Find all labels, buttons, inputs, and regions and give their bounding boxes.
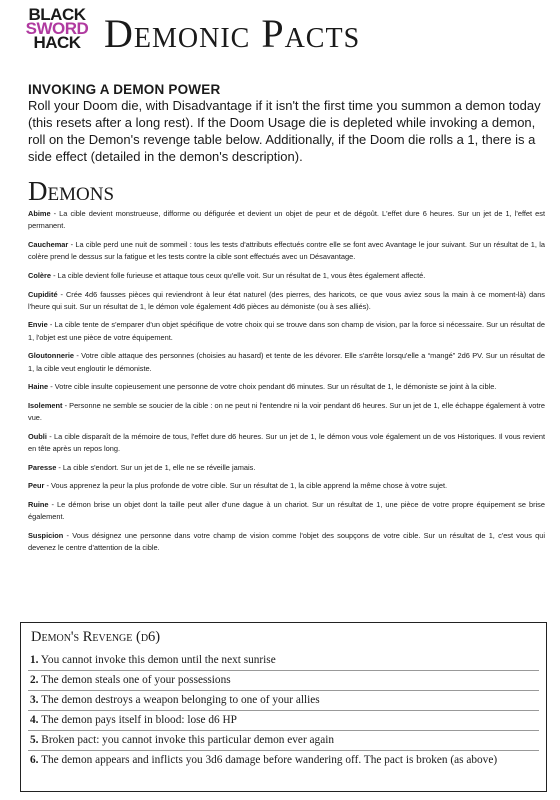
demon-name: Cupidité [28, 289, 58, 299]
revenge-row [28, 751, 539, 770]
demon-name: Haine [28, 382, 49, 392]
revenge-row-number: 6. [30, 754, 39, 766]
demon-name: Cauchemar [28, 239, 69, 249]
revenge-row-text: Broken pact: you cannot invoke this particular demon ever again [38, 734, 334, 746]
demon-list [28, 208, 545, 561]
revenge-table-title: Demon's Revenge (d6) [31, 629, 161, 645]
demon-entry [28, 270, 545, 282]
demon-entry [28, 381, 545, 393]
demon-description: - Votre cible attaque des personnes (choisies au hasard) et tente de les dévorer. Elle s'arrête lorsqu'elle a “mangé” 2d6 PV. Sur un résultat de 1, la cible veut engloutir le démoniste. [28, 351, 545, 373]
demon-name: Abime [28, 209, 51, 218]
demon-description: - Crée 4d6 fausses pièces qui reviendront à leur état naturel (des pierres, des haricots, ce que vous aviez sous la main à ce moment-là) dans l'heure qui suit. Sur un résultat de 1, le démon vole également 4d6 pièces au démoniste (ou à ses alliés). [28, 289, 545, 311]
demon-name: Suspicion [28, 531, 64, 541]
demon-entry [28, 400, 545, 424]
demon-description: - Votre cible insulte copieusement une personne de votre choix pendant d6 minutes. Sur un résultat de 1, le démoniste se joint à la cible. [48, 382, 497, 392]
demon-description: - La cible disparaît de la mémoire de tous, l'effet dure d6 heures. Sur un jet de 1, le démon vous vole également un de vos Historiques. Il vous revient en tête après un repos long. [28, 431, 545, 454]
revenge-row-text: The demon destroys a weapon belonging to one of your allies [38, 694, 320, 706]
demon-description: - Vous apprenez la peur la plus profonde de votre cible. Sur un résultat de 1, la cible apprend la même chose à votre sujet. [44, 481, 448, 491]
demon-name: Peur [28, 481, 45, 491]
revenge-row-number: 2. [30, 674, 39, 686]
demon-name: Envie [28, 320, 48, 330]
revenge-row [28, 691, 539, 711]
demons-heading: Demons [28, 176, 115, 206]
demon-entry [28, 208, 545, 232]
demon-name: Ruine [28, 500, 49, 510]
demon-name: Gloutonnerie [28, 351, 74, 361]
invoking-text: Roll your Doom die, with Disadvantage if it isn't the first time you summon a demon today (this resets after a long rest). If the Doom Usage die is depleted while invoking a demon, roll on the Demon's revenge table below. Additionally, if the Doom die rolls a 1, there is a side effect (detailed in the demon's description). [28, 98, 541, 164]
revenge-row [28, 711, 539, 731]
demon-entry [28, 239, 545, 263]
demon-description: - Personne ne semble se soucier de la cible : on ne peut ni l'entendre ni la voir pendant d6 heures. Sur un jet de 1, elle échappe également à votre vue. [28, 400, 545, 423]
game-logo [16, 5, 98, 52]
demons-revenge-table [20, 622, 547, 792]
demon-entry [28, 530, 545, 554]
revenge-row-number: 1. [30, 654, 39, 666]
revenge-row-text: You cannot invoke this demon until the next sunrise [38, 654, 276, 666]
invoking-heading: INVOKING A DEMON POWER [28, 82, 221, 97]
demon-description: - Vous désignez une personne dans votre champ de vision comme l'objet des soupçons de votre cible. Sur un résultat de 1, c'est vous qui devenez le centre d'attention de la cible. [28, 531, 545, 553]
demon-entry [28, 480, 545, 492]
demon-description: - La cible devient monstrueuse, difforme ou défigurée et devient un objet de peur et de dégoût. L'effet dure 6 heures. Sur un jet de 1, l'effet est permanent. [28, 209, 545, 231]
demon-entry [28, 350, 545, 374]
demon-entry [28, 462, 545, 474]
demon-name: Colère [28, 270, 52, 280]
revenge-row-number: 4. [30, 714, 39, 726]
revenge-row [28, 651, 539, 671]
logo-line-1: BLACK [28, 5, 86, 24]
demon-entry [28, 319, 545, 343]
demon-name: Isolement [28, 400, 63, 410]
demon-description: - La cible perd une nuit de sommeil : tous les tests d'attributs effectués contre elle se font avec Avantage le jour suivant. Sur un résultat de 1, la colère prend le dessus sur la fatigue et les tests contre la cible sont effectués avec un Désavantage. [28, 239, 545, 262]
demon-entry [28, 289, 545, 313]
revenge-row-number: 3. [30, 694, 39, 706]
demon-entry [28, 431, 545, 455]
demon-description: - La cible devient folle furieuse et attaque tous ceux qu'elle voit. Sur un résultat de 1, vous êtes également affecté. [51, 270, 426, 280]
revenge-row-text: The demon appears and inflicts you 3d6 damage before wandering off. The pact is broken (as above) [38, 754, 498, 766]
revenge-row-text: The demon steals one of your possessions [38, 674, 231, 686]
logo-line-3: HACK [33, 33, 81, 52]
demon-description: - Le démon brise un objet dont la taille peut aller d'une dague à un chariot. Sur un résultat de 1, une pièce de votre propre équipement se brise également. [28, 500, 545, 522]
revenge-row-text: The demon pays itself in blood: lose d6 HP [38, 714, 237, 726]
demon-description: - La cible tente de s'emparer d'un objet spécifique de votre choix qui se trouve dans son champ de vision, par la force si nécessaire. Sur un résultat de 1, l'objet est une pièce de votre équipement. [28, 320, 545, 342]
revenge-row-number: 5. [30, 734, 39, 746]
revenge-row [28, 671, 539, 691]
logo-line-2: SWORD [25, 19, 89, 38]
revenge-row [28, 731, 539, 751]
page-title: Demonic Pacts [104, 11, 361, 56]
demon-description: - La cible s'endort. Sur un jet de 1, elle ne se réveille jamais. [56, 462, 256, 472]
demon-entry [28, 499, 545, 523]
demon-name: Paresse [28, 462, 57, 472]
demon-name: Oubli [28, 431, 47, 441]
